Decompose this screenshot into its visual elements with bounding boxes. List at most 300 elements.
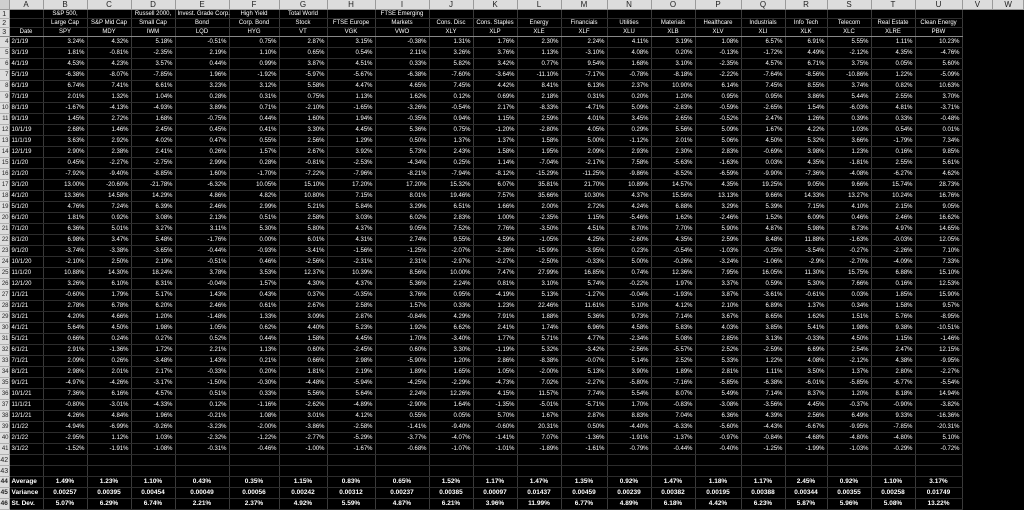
date-cell[interactable]: 11/1/21 (9, 400, 43, 411)
header-cell[interactable] (517, 10, 561, 19)
return-cell[interactable]: 3.67% (695, 312, 741, 323)
return-cell[interactable]: 4.65% (375, 81, 429, 92)
return-cell[interactable]: 1.13% (229, 345, 279, 356)
return-cell[interactable]: 3.24% (43, 37, 87, 48)
return-cell[interactable]: 6.62% (429, 323, 473, 334)
header-cell[interactable]: SPY (43, 28, 87, 37)
return-cell[interactable]: -5.01% (517, 400, 561, 411)
empty-cell[interactable] (327, 466, 375, 477)
header-cell[interactable] (429, 10, 473, 19)
empty-cell[interactable] (871, 466, 915, 477)
return-cell[interactable]: 0.33% (375, 59, 429, 70)
stat-cell[interactable]: 2.37% (229, 499, 279, 510)
row-number[interactable]: 32 (0, 345, 9, 356)
empty-cell[interactable] (9, 455, 43, 466)
column-header-h[interactable]: H (327, 0, 375, 10)
row-number[interactable]: 7 (0, 70, 9, 81)
return-cell[interactable]: 4.45% (785, 400, 827, 411)
return-cell[interactable]: 0.21% (229, 356, 279, 367)
column-header-g[interactable]: G (279, 0, 327, 10)
column-header-a[interactable]: A (9, 0, 43, 10)
return-cell[interactable]: 4.51% (561, 224, 607, 235)
stat-cell[interactable]: 0.00056 (229, 488, 279, 499)
return-cell[interactable]: 6.71% (785, 59, 827, 70)
return-cell[interactable]: 3.98% (785, 147, 827, 158)
stat-cell[interactable]: 0.00239 (607, 488, 651, 499)
return-cell[interactable]: 4.58% (607, 323, 651, 334)
stat-cell[interactable]: 5.96% (827, 499, 871, 510)
row-number[interactable]: 26 (0, 279, 9, 290)
return-cell[interactable]: 1.05% (473, 367, 517, 378)
return-cell[interactable]: 0.03% (741, 158, 785, 169)
return-cell[interactable]: 21.70% (561, 180, 607, 191)
return-cell[interactable]: -0.25% (741, 246, 785, 257)
return-cell[interactable]: 7.70% (651, 224, 695, 235)
stat-cell[interactable]: 0.00195 (695, 488, 741, 499)
row-number[interactable]: 18 (0, 191, 9, 202)
return-cell[interactable]: -0.48% (915, 114, 962, 125)
return-cell[interactable]: -9.95% (915, 356, 962, 367)
return-cell[interactable]: 8.07% (651, 389, 695, 400)
return-cell[interactable]: 1.57% (229, 279, 279, 290)
return-cell[interactable]: 1.74% (517, 323, 561, 334)
header-cell[interactable]: Real Estate (871, 19, 915, 28)
empty-cell[interactable] (473, 455, 517, 466)
return-cell[interactable]: 4.30% (279, 279, 327, 290)
return-cell[interactable]: -1.36% (561, 433, 607, 444)
return-cell[interactable]: 0.41% (229, 125, 279, 136)
return-cell[interactable]: -10.86% (827, 70, 871, 81)
return-cell[interactable]: 6.57% (741, 37, 785, 48)
return-cell[interactable]: 5.71% (517, 334, 561, 345)
return-cell[interactable]: -6.38% (43, 70, 87, 81)
return-cell[interactable]: 2.46% (175, 202, 229, 213)
empty-cell[interactable] (9, 466, 43, 477)
return-cell[interactable]: 9.54% (561, 59, 607, 70)
return-cell[interactable]: 2.85% (695, 334, 741, 345)
empty-cell[interactable] (131, 466, 175, 477)
empty-cell[interactable] (131, 455, 175, 466)
stat-cell[interactable]: 4.89% (607, 499, 651, 510)
column-header-f[interactable]: F (229, 0, 279, 10)
date-cell[interactable]: 4/1/20 (9, 191, 43, 202)
header-cell[interactable]: Stock (279, 19, 327, 28)
return-cell[interactable]: 20.31% (517, 422, 561, 433)
return-cell[interactable]: 5.56% (651, 125, 695, 136)
return-cell[interactable]: 2.45% (131, 125, 175, 136)
return-cell[interactable]: 8.37% (785, 389, 827, 400)
return-cell[interactable]: 0.82% (871, 81, 915, 92)
return-cell[interactable]: -0.90% (871, 400, 915, 411)
return-cell[interactable]: 7.07% (517, 433, 561, 444)
return-cell[interactable]: 8.65% (741, 312, 785, 323)
return-cell[interactable]: 1.43% (175, 356, 229, 367)
return-cell[interactable]: 2.01% (651, 136, 695, 147)
return-cell[interactable]: 3.63% (43, 136, 87, 147)
return-cell[interactable]: 22.46% (517, 301, 561, 312)
return-cell[interactable]: -2.45% (327, 345, 375, 356)
return-cell[interactable]: -1.05% (517, 235, 561, 246)
column-header-e[interactable]: E (175, 0, 229, 10)
empty-cell[interactable] (229, 455, 279, 466)
return-cell[interactable]: -3.65% (131, 246, 175, 257)
return-cell[interactable]: -8.95% (915, 312, 962, 323)
return-cell[interactable]: 1.20% (827, 389, 871, 400)
column-header-m[interactable]: M (561, 0, 607, 10)
return-cell[interactable]: 6.14% (695, 81, 741, 92)
return-cell[interactable]: 1.15% (871, 334, 915, 345)
header-cell[interactable]: Large Cap (43, 19, 87, 28)
return-cell[interactable]: -1.27% (561, 290, 607, 301)
stat-cell[interactable]: 1.47% (517, 477, 561, 488)
return-cell[interactable]: 0.37% (279, 290, 327, 301)
return-cell[interactable]: 1.23% (473, 301, 517, 312)
return-cell[interactable]: 1.22% (741, 356, 785, 367)
return-cell[interactable]: 1.81% (279, 367, 327, 378)
return-cell[interactable]: -2.27% (473, 257, 517, 268)
return-cell[interactable]: -0.27% (827, 246, 871, 257)
empty-cell[interactable] (561, 466, 607, 477)
empty-cell[interactable] (607, 466, 651, 477)
return-cell[interactable]: 35.81% (517, 180, 561, 191)
return-cell[interactable]: 2.86% (473, 356, 517, 367)
return-cell[interactable]: 1.57% (375, 301, 429, 312)
row-number[interactable]: 22 (0, 235, 9, 246)
return-cell[interactable]: 1.20% (651, 92, 695, 103)
return-cell[interactable]: -3.74% (43, 246, 87, 257)
return-cell[interactable]: -2.07% (429, 246, 473, 257)
header-cell[interactable]: XLRE (871, 28, 915, 37)
return-cell[interactable]: 0.50% (375, 136, 429, 147)
return-cell[interactable]: 12.36% (651, 268, 695, 279)
header-label-cell[interactable] (9, 19, 43, 28)
return-cell[interactable]: -0.68% (375, 444, 429, 455)
return-cell[interactable]: 10.30% (561, 191, 607, 202)
row-number[interactable]: 16 (0, 169, 9, 180)
empty-cell[interactable] (741, 466, 785, 477)
return-cell[interactable]: 6.69% (785, 345, 827, 356)
return-cell[interactable]: 1.33% (229, 312, 279, 323)
return-cell[interactable]: 2.58% (327, 301, 375, 312)
return-cell[interactable]: -6.27% (871, 169, 915, 180)
return-cell[interactable]: -4.43% (741, 422, 785, 433)
return-cell[interactable]: 5.55% (827, 37, 871, 48)
return-cell[interactable]: -0.51% (175, 37, 229, 48)
return-cell[interactable]: 2.15% (871, 202, 915, 213)
return-cell[interactable]: 4.38% (871, 356, 915, 367)
return-cell[interactable]: 0.31% (229, 92, 279, 103)
return-cell[interactable]: -7.16% (651, 378, 695, 389)
return-cell[interactable]: 2.18% (517, 92, 561, 103)
return-cell[interactable]: 7.76% (473, 224, 517, 235)
return-cell[interactable]: 14.65% (915, 224, 962, 235)
return-cell[interactable]: 3.15% (327, 37, 375, 48)
date-cell[interactable]: 6/1/19 (9, 81, 43, 92)
return-cell[interactable]: 4.97% (871, 224, 915, 235)
return-cell[interactable]: -2.80% (517, 125, 561, 136)
return-cell[interactable]: 1.98% (827, 323, 871, 334)
return-cell[interactable]: 1.45% (43, 114, 87, 125)
row-number[interactable]: 40 (0, 433, 9, 444)
return-cell[interactable]: -4.08% (827, 169, 871, 180)
return-cell[interactable]: 2.17% (131, 367, 175, 378)
return-cell[interactable]: -1.20% (473, 125, 517, 136)
return-cell[interactable]: 4.08% (785, 356, 827, 367)
return-cell[interactable]: 4.39% (741, 411, 785, 422)
return-cell[interactable]: 0.05% (429, 411, 473, 422)
return-cell[interactable]: 0.75% (429, 125, 473, 136)
stat-cell[interactable]: 6.18% (651, 499, 695, 510)
return-cell[interactable]: -21.78% (131, 180, 175, 191)
return-cell[interactable]: 12.15% (915, 345, 962, 356)
return-cell[interactable]: 2.91% (43, 345, 87, 356)
return-cell[interactable]: -2.56% (607, 345, 651, 356)
return-cell[interactable]: -4.68% (785, 433, 827, 444)
return-cell[interactable]: -2.35% (131, 48, 175, 59)
return-cell[interactable]: 2.24% (561, 37, 607, 48)
return-cell[interactable]: 3.10% (517, 279, 561, 290)
return-cell[interactable]: 2.59% (517, 114, 561, 125)
return-cell[interactable]: 4.11% (607, 37, 651, 48)
return-cell[interactable]: 1.64% (429, 400, 473, 411)
return-cell[interactable]: 0.66% (43, 334, 87, 345)
stat-cell[interactable]: 1.52% (429, 477, 473, 488)
return-cell[interactable]: 4.45% (327, 125, 375, 136)
return-cell[interactable]: 27.99% (517, 268, 561, 279)
return-cell[interactable]: 5.76% (871, 312, 915, 323)
empty-cell[interactable] (561, 455, 607, 466)
date-cell[interactable]: 7/1/20 (9, 224, 43, 235)
return-cell[interactable]: -5.80% (607, 378, 651, 389)
return-cell[interactable]: 3.75% (827, 59, 871, 70)
header-cell[interactable]: XLE (517, 28, 561, 37)
return-cell[interactable]: -1.03% (695, 246, 741, 257)
return-cell[interactable]: -0.81% (87, 48, 131, 59)
return-cell[interactable]: 2.74% (375, 235, 429, 246)
return-cell[interactable]: 7.41% (87, 81, 131, 92)
date-cell[interactable]: 10/1/21 (9, 389, 43, 400)
return-cell[interactable]: 8.70% (607, 224, 651, 235)
return-cell[interactable]: 4.31% (327, 235, 375, 246)
return-cell[interactable]: -5.85% (827, 378, 871, 389)
return-cell[interactable]: -1.63% (695, 158, 741, 169)
return-cell[interactable]: 7.04% (651, 411, 695, 422)
return-cell[interactable]: -1.89% (517, 444, 561, 455)
return-cell[interactable]: 16.76% (915, 191, 962, 202)
return-cell[interactable]: -0.81% (279, 158, 327, 169)
return-cell[interactable]: -1.00% (279, 444, 327, 455)
return-cell[interactable]: -2.50% (517, 257, 561, 268)
return-cell[interactable]: 9.85% (915, 147, 962, 158)
return-cell[interactable]: 13.27% (827, 191, 871, 202)
return-cell[interactable]: -0.03% (871, 235, 915, 246)
stat-cell[interactable]: 0.00454 (131, 488, 175, 499)
return-cell[interactable]: 7.95% (695, 268, 741, 279)
return-cell[interactable]: 5.36% (561, 312, 607, 323)
header-cell[interactable] (651, 10, 695, 19)
row-number[interactable]: 8 (0, 81, 9, 92)
stat-cell[interactable]: 1.10% (871, 477, 915, 488)
return-cell[interactable]: 0.75% (229, 37, 279, 48)
return-cell[interactable]: 2.01% (87, 367, 131, 378)
return-cell[interactable]: 1.85% (871, 290, 915, 301)
return-cell[interactable]: -3.64% (473, 70, 517, 81)
return-cell[interactable]: 5.18% (131, 37, 175, 48)
return-cell[interactable]: -0.44% (175, 246, 229, 257)
empty-cell[interactable] (43, 466, 87, 477)
header-cell[interactable]: XLV (695, 28, 741, 37)
return-cell[interactable]: -6.32% (175, 180, 229, 191)
return-cell[interactable]: 13.00% (43, 180, 87, 191)
column-header-d[interactable]: D (131, 0, 175, 10)
return-cell[interactable]: 4.08% (607, 48, 651, 59)
return-cell[interactable]: 5.60% (915, 59, 962, 70)
return-cell[interactable]: 15.32% (429, 180, 473, 191)
return-cell[interactable]: 1.70% (375, 334, 429, 345)
return-cell[interactable]: 6.36% (43, 224, 87, 235)
return-cell[interactable]: 2.37% (607, 81, 651, 92)
column-header-o[interactable]: O (651, 0, 695, 10)
return-cell[interactable]: -2.26% (473, 246, 517, 257)
return-cell[interactable]: 12.05% (915, 235, 962, 246)
return-cell[interactable]: 5.48% (131, 235, 175, 246)
return-cell[interactable]: 1.57% (229, 147, 279, 158)
empty-cell[interactable] (229, 466, 279, 477)
return-cell[interactable]: -8.85% (131, 169, 175, 180)
empty-cell[interactable] (915, 466, 962, 477)
return-cell[interactable]: -0.33% (561, 257, 607, 268)
return-cell[interactable]: 5.23% (327, 323, 375, 334)
return-cell[interactable]: 11.57% (517, 389, 561, 400)
return-cell[interactable]: 3.92% (327, 147, 375, 158)
return-cell[interactable]: 3.26% (429, 48, 473, 59)
stat-cell[interactable]: 0.01437 (517, 488, 561, 499)
return-cell[interactable]: 2.72% (87, 114, 131, 125)
header-cell[interactable]: Cons. Disc (429, 19, 473, 28)
return-cell[interactable]: 0.51% (229, 213, 279, 224)
return-cell[interactable]: -7.92% (43, 169, 87, 180)
return-cell[interactable]: -0.84% (741, 433, 785, 444)
return-cell[interactable]: 2.11% (375, 48, 429, 59)
return-cell[interactable]: 0.34% (827, 301, 871, 312)
header-cell[interactable] (915, 10, 962, 19)
return-cell[interactable]: 4.42% (473, 81, 517, 92)
return-cell[interactable]: -2.31% (327, 257, 375, 268)
header-cell[interactable]: Healthcare (695, 19, 741, 28)
return-cell[interactable]: 3.66% (827, 136, 871, 147)
return-cell[interactable]: 2.13% (175, 213, 229, 224)
return-cell[interactable]: 0.95% (429, 290, 473, 301)
return-cell[interactable]: 7.57% (473, 191, 517, 202)
return-cell[interactable]: 1.88% (517, 312, 561, 323)
empty-cell[interactable] (429, 466, 473, 477)
return-cell[interactable]: 4.24% (607, 202, 651, 213)
return-cell[interactable]: 5.64% (327, 389, 375, 400)
empty-cell[interactable] (741, 455, 785, 466)
return-cell[interactable]: -11.25% (561, 169, 607, 180)
row-number[interactable]: 33 (0, 356, 9, 367)
return-cell[interactable]: -7.94% (429, 169, 473, 180)
return-cell[interactable]: 0.12% (429, 92, 473, 103)
return-cell[interactable]: 0.95% (741, 92, 785, 103)
return-cell[interactable]: 7.45% (741, 81, 785, 92)
return-cell[interactable]: 8.01% (375, 191, 429, 202)
return-cell[interactable]: 0.26% (87, 356, 131, 367)
return-cell[interactable]: -5.97% (279, 70, 327, 81)
empty-cell[interactable] (695, 466, 741, 477)
return-cell[interactable]: 3.47% (87, 235, 131, 246)
return-cell[interactable]: -2.62% (279, 400, 327, 411)
return-cell[interactable]: -2.77% (279, 433, 327, 444)
return-cell[interactable]: -0.54% (429, 103, 473, 114)
return-cell[interactable]: 4.77% (561, 334, 607, 345)
empty-cell[interactable] (651, 455, 695, 466)
return-cell[interactable]: -1.81% (827, 158, 871, 169)
return-cell[interactable]: 2.30% (517, 37, 561, 48)
return-cell[interactable]: 4.12% (327, 411, 375, 422)
return-cell[interactable]: 5.70% (473, 411, 517, 422)
return-cell[interactable]: 2.72% (561, 202, 607, 213)
return-cell[interactable]: 0.81% (473, 279, 517, 290)
empty-cell[interactable] (827, 466, 871, 477)
return-cell[interactable]: -2.60% (607, 235, 651, 246)
return-cell[interactable]: 0.03% (827, 290, 871, 301)
header-cell[interactable] (87, 10, 131, 19)
return-cell[interactable]: 2.58% (279, 213, 327, 224)
return-cell[interactable]: -3.71% (915, 103, 962, 114)
column-header-v[interactable]: V (962, 0, 993, 10)
return-cell[interactable]: 4.45% (327, 334, 375, 345)
return-cell[interactable]: -5.29% (327, 433, 375, 444)
return-cell[interactable]: 4.22% (785, 125, 827, 136)
return-cell[interactable]: 7.24% (87, 202, 131, 213)
date-cell[interactable]: 7/1/21 (9, 356, 43, 367)
return-cell[interactable]: -15.29% (517, 169, 561, 180)
return-cell[interactable]: 17.20% (375, 180, 429, 191)
return-cell[interactable]: -3.38% (87, 246, 131, 257)
return-cell[interactable]: 2.99% (175, 158, 229, 169)
return-cell[interactable]: 0.12% (175, 400, 229, 411)
return-cell[interactable]: 3.29% (695, 202, 741, 213)
header-cell[interactable] (695, 10, 741, 19)
stat-cell[interactable]: 6.29% (87, 499, 131, 510)
return-cell[interactable]: 5.14% (607, 356, 651, 367)
return-cell[interactable]: 0.01% (915, 125, 962, 136)
empty-cell[interactable] (827, 455, 871, 466)
return-cell[interactable]: 3.10% (651, 59, 695, 70)
return-cell[interactable]: -2.9% (785, 257, 827, 268)
return-cell[interactable]: 1.14% (473, 158, 517, 169)
return-cell[interactable]: 14.33% (785, 191, 827, 202)
return-cell[interactable]: 0.69% (473, 92, 517, 103)
return-cell[interactable]: 4.35% (785, 158, 827, 169)
return-cell[interactable]: 10.24% (871, 191, 915, 202)
stat-cell[interactable]: 4.87% (375, 499, 429, 510)
return-cell[interactable]: -5.67% (327, 70, 375, 81)
return-cell[interactable]: 5.13% (517, 290, 561, 301)
return-cell[interactable]: 0.94% (429, 114, 473, 125)
return-cell[interactable]: 3.08% (131, 213, 175, 224)
return-cell[interactable]: 15.90% (915, 290, 962, 301)
return-cell[interactable]: -3.50% (517, 224, 561, 235)
empty-cell[interactable] (429, 455, 473, 466)
return-cell[interactable]: -3.61% (741, 290, 785, 301)
return-cell[interactable]: 4.47% (327, 81, 375, 92)
return-cell[interactable]: 4.15% (473, 389, 517, 400)
return-cell[interactable]: 1.65% (429, 367, 473, 378)
stat-cell[interactable]: 11.99% (517, 499, 561, 510)
return-cell[interactable]: -0.46% (229, 444, 279, 455)
